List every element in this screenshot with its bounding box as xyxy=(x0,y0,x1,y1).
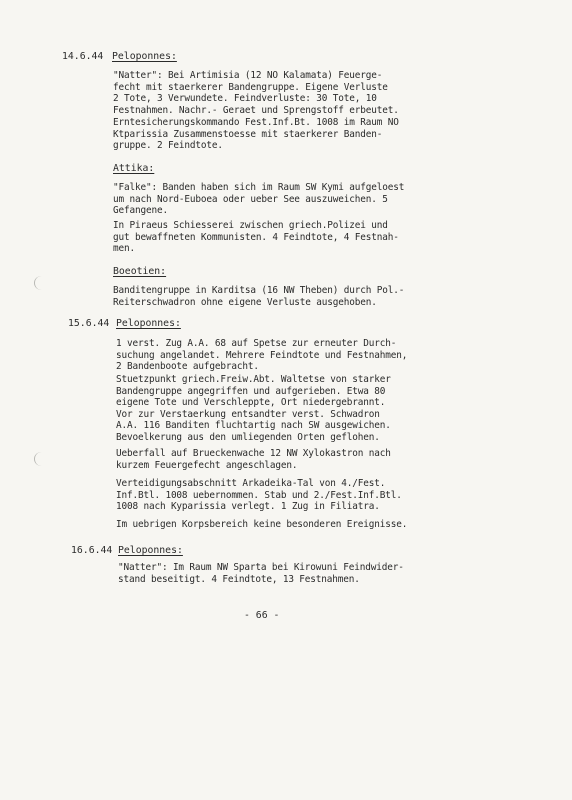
punch-hole-mark xyxy=(34,452,49,466)
report-paragraph: Erntesicherungskommando Fest.Inf.Bt. 1008 im Raum NO Ktparissia Zusammenstoesse mit staerkerer Banden- gruppe. 2 Feindtote. xyxy=(113,117,399,151)
report-paragraph: "Natter": Bei Artimisia (12 NO Kalamata) Feuerge- fecht mit staerkerer Bandengruppe. Eigene Verluste 2 Tote, 3 Verwundete. Feindverluste: 30 Tote, 10 Festnahmen. Nachr.- Geraet und Sprengstoff erbeutet. xyxy=(113,70,399,116)
report-paragraph: Ueberfall auf Brueckenwache 12 NW Xylokastron nach kurzem Feuergefecht angeschlagen. xyxy=(116,448,391,471)
region-heading: Attika: xyxy=(113,163,155,174)
report-paragraph: Stuetzpunkt griech.Freiw.Abt. Waltetse von starker Bandengruppe angegriffen und aufgerieben. Etwa 80 eigene Tote und Verschleppte, Ort niedergebrannt. Vor zur Verstaerkung entsandter verst. Schwadron A.A. 116 Banditen fluchtartig nach SW ausgewichen. Bevoelkerung aus den umliegenden Orten geflohen. xyxy=(116,374,391,443)
region-heading: Peloponnes: xyxy=(116,318,181,329)
report-paragraph: "Falke": Banden haben sich im Raum SW Kymi aufgeloest um nach Nord-Euboea oder ueber See auszuweichen. 5 Gefangene. xyxy=(113,182,405,216)
region-heading: Peloponnes: xyxy=(112,51,177,62)
region-heading: Boeotien: xyxy=(113,266,167,277)
report-paragraph: "Natter": Im Raum NW Sparta bei Kirowuni Feindwider- stand beseitigt. 4 Feindtote, 13 Festnahmen. xyxy=(118,562,404,585)
report-paragraph: Im uebrigen Korpsbereich keine besonderen Ereignisse. xyxy=(116,519,408,530)
report-paragraph: In Piraeus Schiesserei zwischen griech.Polizei und gut bewaffneten Kommunisten. 4 Feindtote, 4 Festnah- men. xyxy=(113,220,399,254)
punch-hole-mark xyxy=(34,276,49,290)
entry-date: 14.6.44 xyxy=(62,51,104,62)
entry-date: 15.6.44 xyxy=(68,318,110,329)
report-paragraph: 1 verst. Zug A.A. 68 auf Spetse zur erneuter Durch- suchung angelandet. Mehrere Feindtote und Festnahmen, 2 Bandenboote aufgebracht. xyxy=(116,338,408,372)
region-heading: Peloponnes: xyxy=(118,545,183,556)
report-paragraph: Verteidigungsabschnitt Arkadeika-Tal von 4./Fest. Inf.Btl. 1008 uebernommen. Stab und 2./Fest.Inf.Btl. 1008 nach Kyparissia verlegt. 1 Zug in Filiatra. xyxy=(116,478,402,512)
page-number: - 66 - xyxy=(244,610,280,621)
entry-date: 16.6.44 xyxy=(71,545,113,556)
report-paragraph: Banditengruppe in Karditsa (16 NW Theben) durch Pol.- Reiterschwadron ohne eigene Verluste ausgehoben. xyxy=(113,285,405,308)
